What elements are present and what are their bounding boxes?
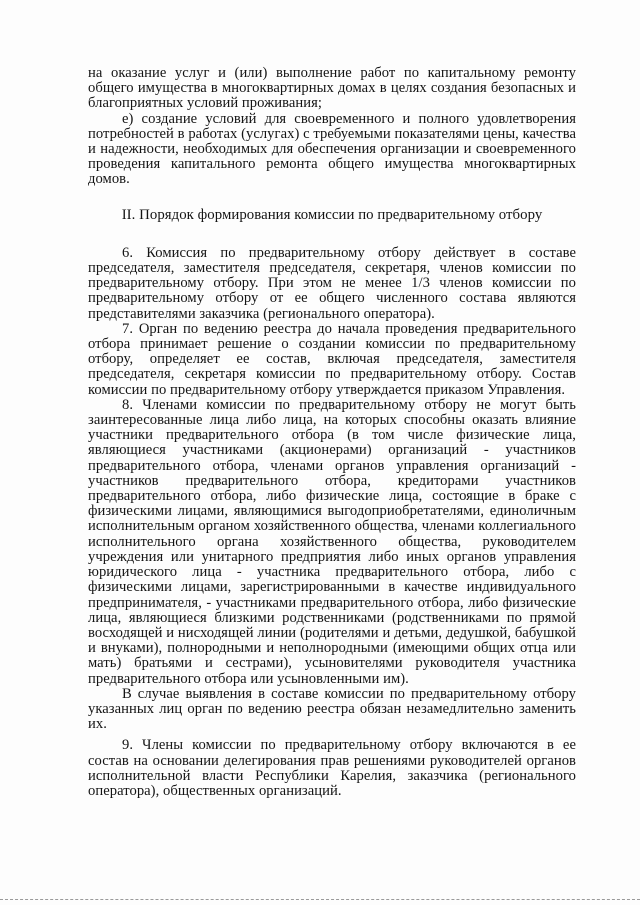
paragraph-6: 6. Комиссия по предварительному отбору действует в составе председателя, заместителя председателя, секретаря, членов комиссии по предварительному отбору. При этом не менее 1/3 членов комиссии по предварительному отбору от ее общего численного состава являются представителями заказчика (регионального оператора). <box>88 244 576 322</box>
scan-edge-line <box>0 899 640 900</box>
paragraph-8: 8. Членами комиссии по предварительному отбору не могут быть заинтересованные лица либо лица, на которых способны оказать влияние участники предварительного отбора (в том числе физические лица, являющиеся участниками (акционерами) организаций - участников предварительного отбора, членами органов управления организаций - участников предварительного отбора, кредиторами участников предварительного отбора, либо физические лица, состоящие в браке с физическими лицами, являющимися выгодоприобретателями, единоличным исполнительным органом хозяйственного общества, членами коллегиального исполнительного органа хозяйственного общества, руководителем учреждения или унитарного предприятия либо иных органов управления юридического лица - участника предварительного отбора, либо с физическими лицами, зарегистрированными в качестве индивидуального предпринимателя, - участниками предварительного отбора, либо физические лица, являющиеся близкими родственниками (родственниками по прямой восходящей и нисходящей линии (родителями и детьми, дедушкой, бабушкой и внуками), полнородными и неполнородными (имеющими общих отца или мать) братьями и сестрами), усыновителями руководителя участника предварительного отбора или усыновленными им). <box>88 396 576 687</box>
paragraph-e: е) создание условий для своевременного и полного удовлетворения потребностей в работах (услугах) с требуемыми показателями цены, качества и надежности, необходимых для обеспечения организации и своевременного проведения капитального ремонта общего имущества многоквартирных домов. <box>88 110 576 188</box>
section-heading: II. Порядок формирования комиссии по предварительному отбору <box>121 206 543 223</box>
paragraph-intro: на оказание услуг и (или) выполнение работ по капитальному ремонту общего имущества в многоквартирных домах в целях создания безопасных и благоприятных условий проживания; <box>88 65 576 112</box>
paragraph-8-continued: В случае выявления в составе комиссии по предварительному отбору указанных лиц орган по ведению реестра обязан незамедлительно заменить их. <box>88 685 576 733</box>
paragraph-9: 9. Члены комиссии по предварительному отбору включаются в ее состав на основании делегирования прав решениями руководителей органов исполнительной власти Республики Карелия, заказчика (регионального оператора), общественных организаций. <box>88 737 576 799</box>
paragraph-7: 7. Орган по ведению реестра до начала проведения предварительного отбора принимает решение о создании комиссии по предварительному отбору, определяет ее состав, включая председателя, заместителя председателя, секретаря комиссии по предварительному отбору. Состав комиссии по предварительному отбору утверждается приказом Управления. <box>88 320 576 398</box>
document-body <box>88 66 576 799</box>
